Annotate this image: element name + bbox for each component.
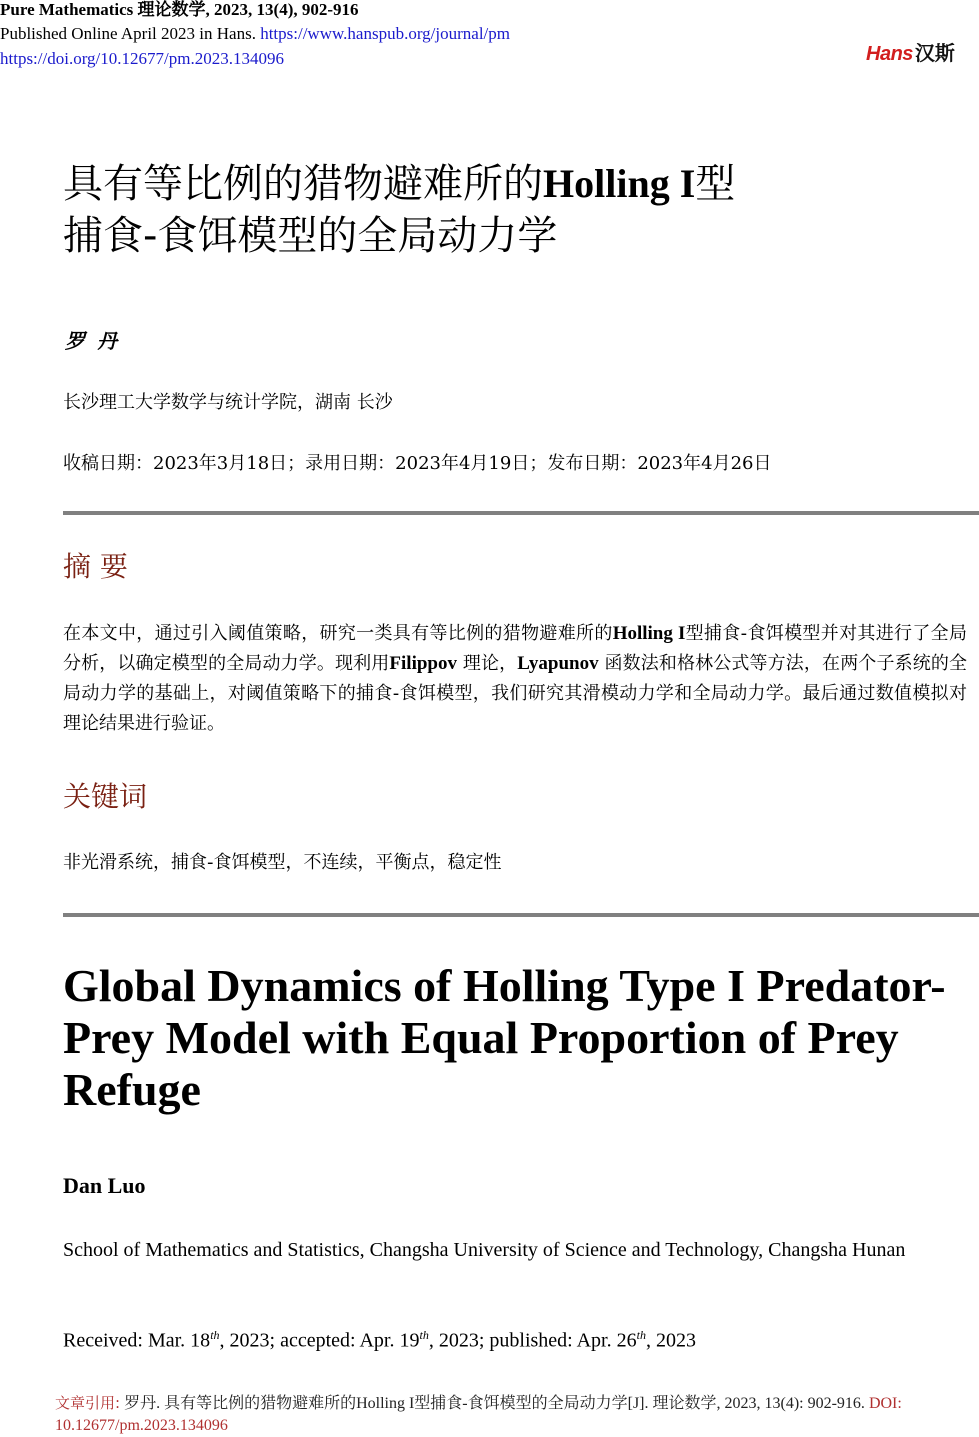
citation-label: 文章引用: bbox=[55, 1394, 121, 1412]
abstract-seg: 在本文中，通过引入阈值策略，研究一类具有等比例的猎物避难所的 bbox=[63, 623, 613, 644]
abstract-text bbox=[63, 619, 967, 739]
abstract-bold: Filippov bbox=[389, 653, 457, 674]
abstract-bold: Holling I bbox=[612, 623, 686, 644]
title-cn-end: 型 bbox=[695, 161, 736, 207]
doi-line bbox=[0, 49, 284, 69]
divider-top bbox=[63, 511, 979, 515]
received-date: Received: Mar. 18 bbox=[63, 1329, 211, 1352]
abstract-seg: 型捕食-食饵模型并对其进行了全局分析，以确定模型的全局动力学。现利用 bbox=[63, 623, 968, 674]
keywords-text: 非光滑系统，捕食-食饵模型，不连续，平衡点，稳定性 bbox=[63, 852, 502, 873]
ordinal: th bbox=[419, 1328, 429, 1342]
title-line2: 捕食-食饵模型的全局动力学 bbox=[63, 213, 558, 259]
accepted-date: , 2023; accepted: Apr. 19 bbox=[219, 1329, 420, 1352]
logo-zh: 汉斯 bbox=[914, 43, 955, 65]
english-dates bbox=[63, 1328, 696, 1353]
published-date: , 2023; published: Apr. 26 bbox=[428, 1329, 637, 1352]
logo-en: Hans bbox=[866, 43, 913, 65]
abstract-bold: Lyapunov bbox=[517, 653, 599, 674]
abstract-heading: 摘 要 bbox=[63, 550, 128, 583]
chinese-dates: 收稿日期：2023年3月18日；录用日期：2023年4月19日；发布日期：2023年4月26日 bbox=[63, 453, 772, 474]
citation bbox=[55, 1392, 955, 1437]
journal-info: Pure Mathematics 理论数学, 2023, 13(4), 902-916 bbox=[0, 0, 359, 19]
abstract-seg: 理论， bbox=[457, 653, 518, 674]
citation-text: 罗丹. 具有等比例的猎物避难所的Holling I型捕食-食饵模型的全局动力学[J]. 理论数学, 2023, 13(4): 902-916. bbox=[120, 1395, 869, 1412]
doi-link[interactable]: https://doi.org/10.12677/pm.2023.134096 bbox=[0, 49, 284, 68]
english-author: Dan Luo bbox=[63, 1173, 146, 1198]
published-prefix: Published Online April 2023 in Hans. bbox=[0, 24, 256, 43]
journal-link[interactable]: https://www.hanspub.org/journal/pm bbox=[260, 24, 510, 43]
english-title: Global Dynamics of Holling Type I Predator-Prey Model with Equal Proportion of Prey Refuge bbox=[63, 960, 946, 1115]
keywords-heading: 关键词 bbox=[63, 780, 148, 813]
chinese-affiliation: 长沙理工大学数学与统计学院，湖南 长沙 bbox=[63, 392, 393, 413]
english-affiliation: School of Mathematics and Statistics, Changsha University of Science and Technology, Changsha Hunan bbox=[63, 1239, 906, 1261]
divider-bottom bbox=[63, 913, 979, 917]
ordinal: th bbox=[210, 1328, 220, 1342]
chinese-title bbox=[63, 158, 903, 262]
year-tail: , 2023 bbox=[645, 1329, 696, 1352]
title-cn-part: 具有等比例的猎物避难所的 bbox=[63, 161, 543, 207]
published-line bbox=[0, 24, 510, 44]
title-latin-part: Holling I bbox=[543, 161, 696, 206]
chinese-author: 罗丹 bbox=[65, 329, 129, 353]
ordinal: th bbox=[636, 1328, 646, 1342]
abstract-seg: 函数法和格林公式等方法，在两个子系统的全局动力学的基础上，对阈值策略下的捕食-食饵模型，我们研究其滑模动力学和全局动力学。最后通过数值模拟对理论结果进行验证。 bbox=[63, 653, 967, 734]
citation-doi-link[interactable]: DOI: 10.12677/pm.2023.134096 bbox=[55, 1395, 902, 1434]
hans-logo bbox=[866, 42, 955, 66]
